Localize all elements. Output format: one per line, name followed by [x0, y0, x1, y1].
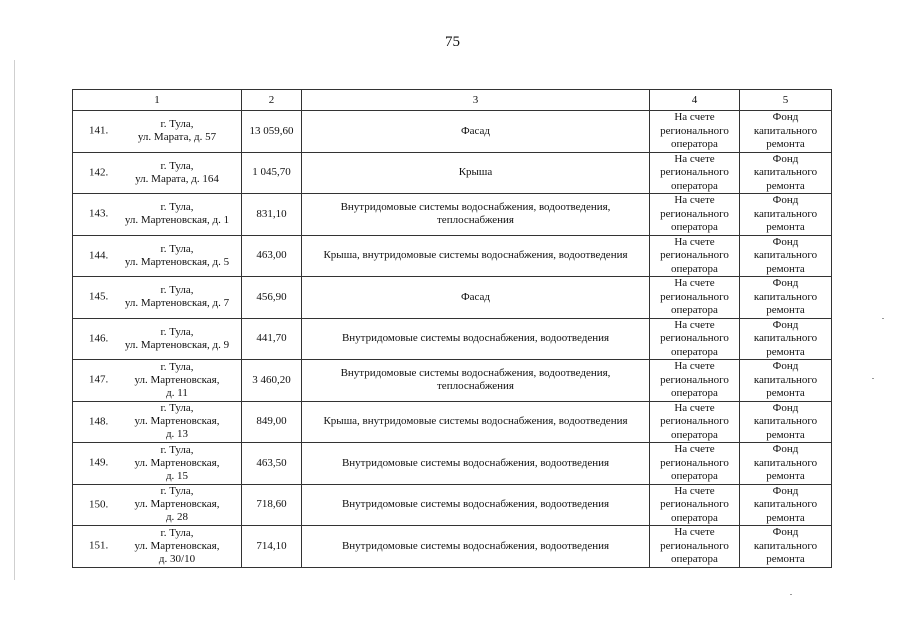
- table-row: [73, 526, 832, 568]
- fund-cell: [740, 318, 832, 360]
- account-line: регионального: [660, 332, 729, 344]
- address-line: д. 30/10: [158, 552, 196, 565]
- area-cell: 718,60: [242, 484, 302, 526]
- account-cell: [650, 401, 740, 443]
- row-number: 145.: [89, 290, 109, 303]
- row-number: 150.: [89, 498, 109, 511]
- fund-cell: [740, 194, 832, 236]
- works-cell: [302, 111, 650, 153]
- area-cell: 831,10: [242, 194, 302, 236]
- works-cell: [302, 443, 650, 485]
- table-row: [73, 360, 832, 402]
- works-cell: [302, 152, 650, 194]
- works-line: Фасад: [460, 290, 491, 303]
- fund-line: ремонта: [766, 387, 805, 399]
- account-line: регионального: [660, 373, 729, 386]
- table-row: [73, 235, 832, 277]
- fund-line: капитального: [753, 415, 818, 427]
- account-cell: [650, 235, 740, 277]
- address-cell: [73, 111, 242, 153]
- fund-line: Фонд: [772, 401, 799, 414]
- address-cell: [73, 318, 242, 360]
- scan-speck: [882, 318, 884, 319]
- column-header-1: 1: [73, 90, 242, 111]
- works-cell: [302, 318, 650, 360]
- scan-speck: [872, 378, 874, 379]
- account-line: оператора: [671, 387, 718, 399]
- account-line: оператора: [671, 553, 718, 565]
- address-cell: [73, 360, 242, 402]
- works-cell: [302, 526, 650, 568]
- fund-line: Фонд: [772, 360, 799, 372]
- works-line: Крыша, внутридомовые системы водоснабжения, водоотведения: [323, 249, 628, 262]
- column-header-3: 3: [302, 90, 650, 111]
- table-row: [73, 484, 832, 526]
- account-line: На счете: [674, 401, 715, 414]
- row-number: 142.: [89, 166, 109, 179]
- table-row: [73, 194, 832, 236]
- fund-line: капитального: [753, 332, 818, 344]
- address-cell: [73, 194, 242, 236]
- address-line: ул. Марата, д. 57: [137, 131, 217, 144]
- account-line: оператора: [671, 470, 718, 482]
- fund-line: капитального: [753, 249, 818, 261]
- fund-line: капитального: [753, 166, 818, 178]
- works-line: Крыша, внутридомовые системы водоснабжения, водоотведения: [323, 415, 628, 428]
- account-line: оператора: [671, 511, 718, 524]
- fund-cell: [740, 360, 832, 402]
- account-line: оператора: [671, 262, 718, 275]
- works-line: теплоснабжения: [437, 380, 514, 393]
- account-line: регионального: [660, 124, 729, 137]
- works-line: Внутридомовые системы водоснабжения, водоотведения: [341, 332, 610, 345]
- area-cell: 441,70: [242, 318, 302, 360]
- address-line: г. Тула,: [160, 402, 194, 415]
- address-line: ул. Марата, д. 164: [135, 172, 219, 185]
- address-line: ул. Мартеновская, д. 7: [124, 297, 230, 310]
- fund-line: ремонта: [766, 304, 805, 316]
- works-cell: [302, 360, 650, 402]
- fund-cell: [740, 111, 832, 153]
- fund-cell: [740, 443, 832, 485]
- area-cell: 714,10: [242, 526, 302, 568]
- table-row: [73, 277, 832, 319]
- address-line: г. Тула,: [160, 284, 194, 297]
- address-line: г. Тула,: [160, 201, 194, 214]
- fund-line: Фонд: [772, 235, 799, 248]
- address-cell: [73, 277, 242, 319]
- account-cell: [650, 484, 740, 526]
- address-line: ул. Мартеновская, д. 5: [124, 255, 230, 268]
- works-cell: [302, 235, 650, 277]
- address-line: ул. Мартеновская,: [134, 539, 220, 552]
- column-header-5: 5: [740, 90, 832, 111]
- scan-margin-line: [14, 60, 15, 580]
- works-line: Крыша: [458, 166, 493, 179]
- account-line: регионального: [660, 415, 729, 427]
- header-row: [73, 90, 832, 111]
- fund-line: ремонта: [766, 138, 805, 150]
- fund-line: капитального: [753, 373, 818, 386]
- row-number: 143.: [89, 207, 109, 220]
- fund-cell: [740, 526, 832, 568]
- fund-line: ремонта: [766, 470, 805, 482]
- fund-line: Фонд: [772, 443, 799, 455]
- works-line: Фасад: [460, 124, 491, 137]
- area-cell: 456,90: [242, 277, 302, 319]
- row-number: 148.: [89, 415, 109, 428]
- address-cell: [73, 526, 242, 568]
- works-cell: [302, 401, 650, 443]
- address-line: д. 13: [165, 428, 189, 441]
- table-body: [73, 111, 832, 568]
- address-line: г. Тула,: [160, 485, 194, 498]
- account-line: оператора: [671, 179, 718, 192]
- address-line: г. Тула,: [160, 526, 194, 539]
- works-cell: [302, 194, 650, 236]
- address-line: д. 11: [166, 386, 188, 399]
- account-line: На счете: [674, 194, 715, 206]
- account-line: оператора: [671, 304, 718, 316]
- account-line: оператора: [671, 428, 718, 441]
- address-line: г. Тула,: [160, 118, 194, 131]
- account-cell: [650, 360, 740, 402]
- fund-line: ремонта: [766, 221, 805, 233]
- area-cell: 463,00: [242, 235, 302, 277]
- account-line: На счете: [674, 484, 715, 497]
- address-line: ул. Мартеновская, д. 9: [124, 338, 230, 351]
- account-line: На счете: [674, 235, 715, 248]
- table-row: [73, 401, 832, 443]
- fund-cell: [740, 235, 832, 277]
- account-cell: [650, 443, 740, 485]
- account-cell: [650, 277, 740, 319]
- address-line: ул. Мартеновская,: [134, 373, 220, 386]
- row-number: 146.: [89, 332, 109, 345]
- fund-line: ремонта: [766, 553, 805, 565]
- account-line: оператора: [671, 138, 718, 150]
- row-number: 147.: [89, 373, 109, 386]
- row-number: 149.: [89, 456, 109, 469]
- table-row: [73, 318, 832, 360]
- column-header-4: 4: [650, 90, 740, 111]
- address-line: ул. Мартеновская,: [134, 498, 220, 511]
- fund-line: капитального: [753, 539, 818, 552]
- area-cell: 13 059,60: [242, 111, 302, 153]
- address-line: ул. Мартеновская,: [134, 415, 220, 428]
- address-cell: [73, 152, 242, 194]
- account-line: На счете: [674, 152, 715, 165]
- area-cell: 463,50: [242, 443, 302, 485]
- row-number: 144.: [89, 249, 109, 262]
- address-cell: [73, 235, 242, 277]
- fund-line: Фонд: [772, 318, 799, 331]
- fund-line: Фонд: [772, 194, 799, 206]
- fund-line: Фонд: [772, 526, 799, 538]
- repair-table: [72, 89, 832, 568]
- fund-line: капитального: [753, 207, 818, 220]
- works-cell: [302, 484, 650, 526]
- fund-cell: [740, 277, 832, 319]
- address-line: ул. Мартеновская,: [134, 456, 220, 469]
- account-line: регионального: [660, 539, 729, 552]
- account-line: оператора: [671, 345, 718, 358]
- fund-line: Фонд: [772, 111, 799, 123]
- fund-line: ремонта: [766, 428, 805, 441]
- account-cell: [650, 111, 740, 153]
- account-cell: [650, 152, 740, 194]
- table-row: [73, 152, 832, 194]
- fund-line: ремонта: [766, 511, 805, 524]
- works-line: Внутридомовые системы водоснабжения, водоотведения: [341, 498, 610, 511]
- row-number: 141.: [89, 124, 109, 137]
- account-line: На счете: [674, 526, 715, 538]
- account-cell: [650, 318, 740, 360]
- address-line: д. 28: [165, 511, 189, 524]
- address-line: г. Тула,: [160, 325, 194, 338]
- account-line: На счете: [674, 111, 715, 123]
- fund-line: капитального: [753, 124, 818, 137]
- area-cell: 3 460,20: [242, 360, 302, 402]
- row-number: 151.: [89, 539, 109, 552]
- table-row: [73, 443, 832, 485]
- fund-line: капитального: [753, 290, 818, 303]
- account-line: На счете: [674, 443, 715, 455]
- account-line: регионального: [660, 166, 729, 178]
- address-line: г. Тула,: [160, 443, 194, 456]
- account-line: регионального: [660, 456, 729, 469]
- fund-cell: [740, 484, 832, 526]
- works-line: теплоснабжения: [437, 214, 514, 227]
- address-cell: [73, 443, 242, 485]
- table-row: [73, 111, 832, 153]
- address-line: г. Тула,: [160, 242, 194, 255]
- fund-line: ремонта: [766, 262, 805, 275]
- fund-cell: [740, 152, 832, 194]
- account-line: На счете: [674, 360, 715, 372]
- fund-line: капитального: [753, 498, 818, 510]
- column-header-2: 2: [242, 90, 302, 111]
- account-line: регионального: [660, 249, 729, 261]
- address-line: г. Тула,: [160, 360, 194, 373]
- account-line: На счете: [674, 318, 715, 331]
- works-line: Внутридомовые системы водоснабжения, водоотведения: [341, 539, 610, 552]
- account-line: регионального: [660, 207, 729, 220]
- works-line: Внутридомовые системы водоснабжения, водоотведения: [341, 456, 610, 469]
- address-line: ул. Мартеновская, д. 1: [124, 214, 230, 227]
- fund-line: капитального: [753, 456, 818, 469]
- page-number: 75: [445, 34, 460, 50]
- fund-line: Фонд: [772, 484, 799, 497]
- address-cell: [73, 484, 242, 526]
- works-line: Внутридомовые системы водоснабжения, водоотведения,: [340, 201, 611, 214]
- fund-line: ремонта: [766, 179, 805, 192]
- address-line: д. 15: [165, 469, 189, 482]
- account-line: регионального: [660, 498, 729, 510]
- account-line: На счете: [674, 277, 715, 289]
- account-line: регионального: [660, 290, 729, 303]
- account-cell: [650, 194, 740, 236]
- works-cell: [302, 277, 650, 319]
- fund-line: Фонд: [772, 152, 799, 165]
- scan-speck: [790, 594, 792, 595]
- works-line: Внутридомовые системы водоснабжения, водоотведения,: [340, 367, 611, 380]
- fund-line: Фонд: [772, 277, 799, 289]
- address-line: г. Тула,: [160, 159, 194, 172]
- area-cell: 849,00: [242, 401, 302, 443]
- area-cell: 1 045,70: [242, 152, 302, 194]
- fund-cell: [740, 401, 832, 443]
- fund-line: ремонта: [766, 345, 805, 358]
- address-cell: [73, 401, 242, 443]
- account-line: оператора: [671, 221, 718, 233]
- account-cell: [650, 526, 740, 568]
